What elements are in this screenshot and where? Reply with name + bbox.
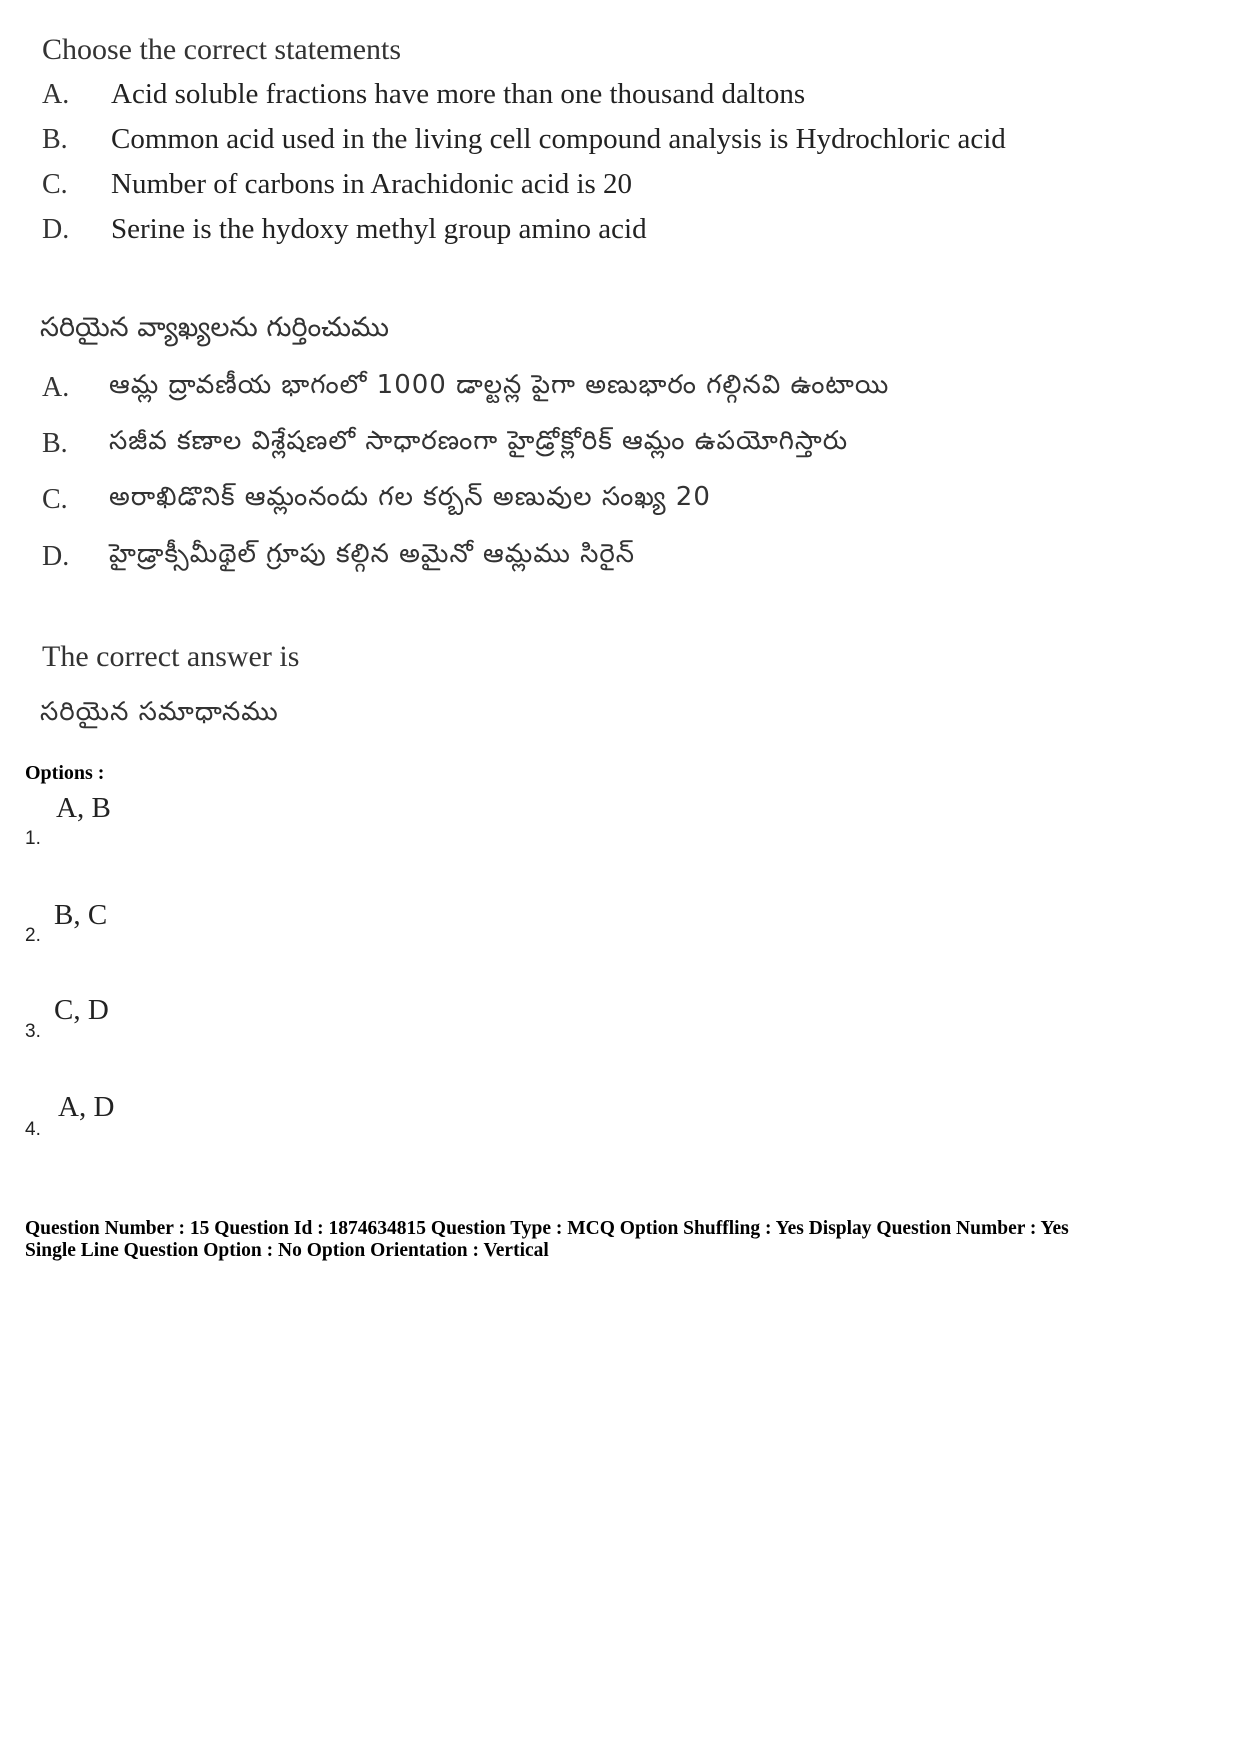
statement-text-d: Serine is the hydoxy methyl group amino acid xyxy=(111,213,647,245)
te-statement-letter-a: A. xyxy=(42,372,70,403)
option-number-4: 4. xyxy=(25,1119,41,1140)
options-label: Options : xyxy=(25,762,105,784)
statement-letter-a: A. xyxy=(42,79,70,110)
answer-prompt-en: The correct answer is xyxy=(42,640,300,673)
question-meta-line-2: Single Line Question Option : No Option Orientation : Vertical xyxy=(25,1240,549,1261)
option-value-1[interactable]: A, B xyxy=(56,792,111,824)
statement-letter-c: C. xyxy=(42,169,68,200)
te-statement-letter-d: D. xyxy=(42,541,70,572)
te-statement-letter-b: B. xyxy=(42,428,68,459)
answer-prompt-te: సరియైన సమాధానము xyxy=(40,697,279,727)
option-number-3: 3. xyxy=(25,1021,41,1042)
statement-text-c: Number of carbons in Arachidonic acid is 20 xyxy=(111,168,633,200)
te-statement-text-b: సజీవ కణాల విశ్లేషణలో సాధారణంగా హైడ్రోక్లోరిక్ ఆమ్లం ఉపయోగిస్తారు xyxy=(109,426,849,456)
te-statement-letter-c: C. xyxy=(42,484,68,515)
statement-text-a: Acid soluble fractions have more than one thousand daltons xyxy=(111,78,806,110)
te-statement-text-d: హైడ్రాక్సీమీథైల్ గ్రూపు కల్గిన అమైనో ఆమ్లము సిరైన్ xyxy=(109,539,636,569)
question-meta-line-1: Question Number : 15 Question Id : 1874634815 Question Type : MCQ Option Shuffling : Yes Display Question Number : Yes xyxy=(25,1218,1069,1239)
te-statement-text-a: ఆమ్ల ద్రావణీయ భాగంలో 1000 డాల్టన్ల పైగా అణుభారం గల్గినవి ఉంటాయి xyxy=(109,370,890,400)
option-value-3[interactable]: C, D xyxy=(54,994,109,1026)
option-value-2[interactable]: B, C xyxy=(54,899,108,931)
option-number-2: 2. xyxy=(25,925,41,946)
question-title-te: సరియైన వ్యాఖ్యలను గుర్తించుము xyxy=(40,312,389,343)
statement-text-b: Common acid used in the living cell compound analysis is Hydrochloric acid xyxy=(111,123,1006,155)
statement-letter-d: D. xyxy=(42,214,70,245)
question-title-en: Choose the correct statements xyxy=(42,33,402,66)
option-number-1: 1. xyxy=(25,828,41,849)
statement-letter-b: B. xyxy=(42,124,68,155)
option-value-4[interactable]: A, D xyxy=(58,1091,115,1123)
te-statement-text-c: అరాఖిడొనిక్ ఆమ్లంనందు గల కర్బన్ అణువుల సంఖ్య 20 xyxy=(109,482,711,512)
